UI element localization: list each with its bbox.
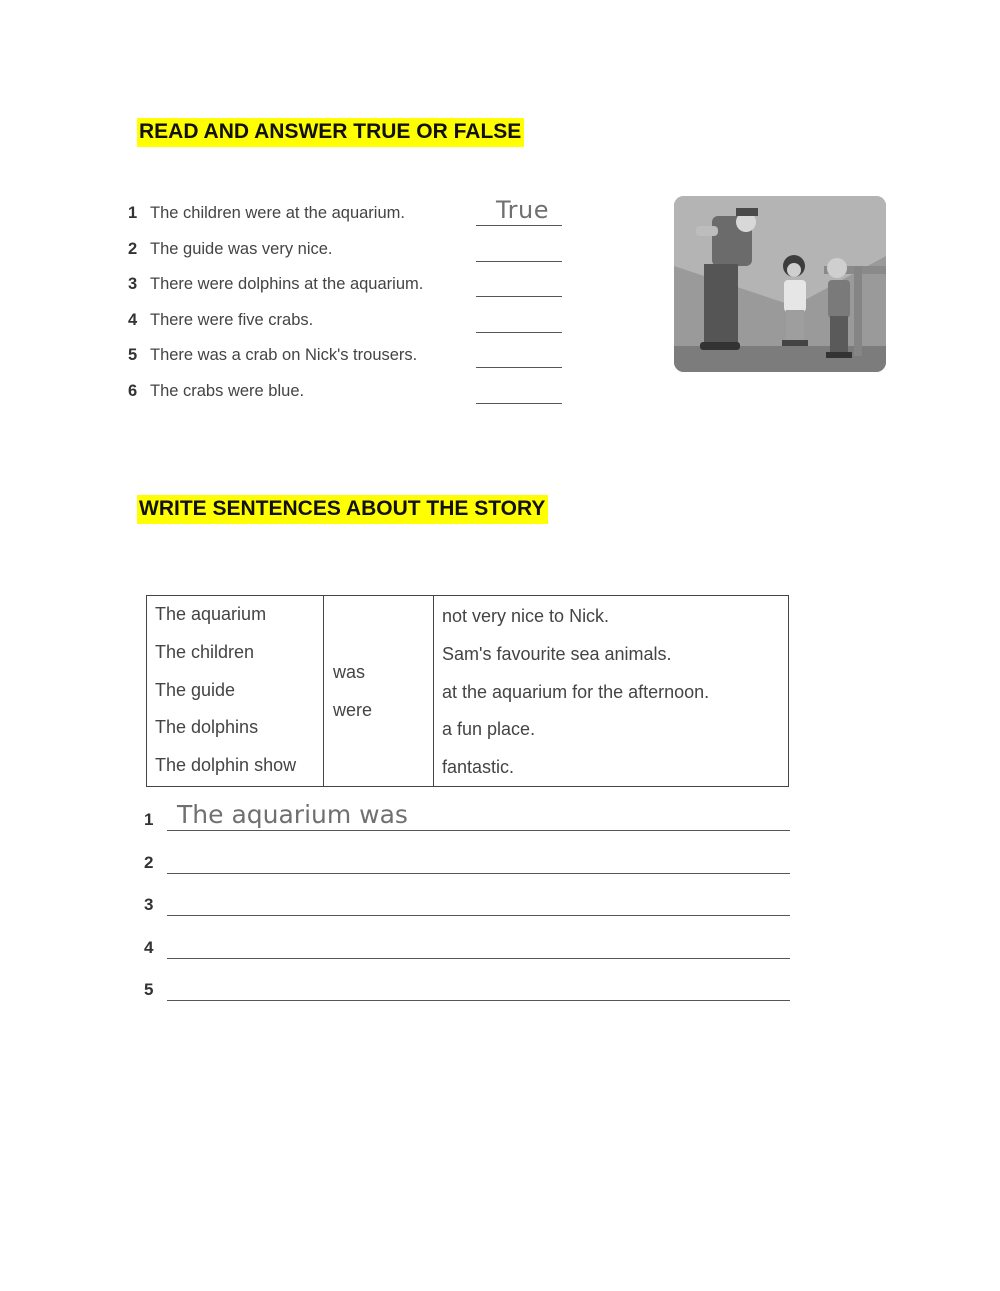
section2-heading: WRITE SENTENCES ABOUT THE STORY xyxy=(137,495,548,524)
writing-line[interactable] xyxy=(167,958,790,959)
line-number: 5 xyxy=(144,980,154,999)
tf-statement: The children were at the aquarium. xyxy=(150,204,405,222)
tf-number: 6 xyxy=(128,381,138,400)
tf-answer-line[interactable] xyxy=(476,367,562,368)
line-number: 1 xyxy=(144,810,154,829)
table-divider xyxy=(433,596,434,786)
true-false-list xyxy=(128,196,568,415)
tf-item xyxy=(128,196,568,238)
tf-answer[interactable]: True xyxy=(496,196,549,224)
sentence-line xyxy=(142,928,792,971)
tf-answer-line[interactable] xyxy=(476,403,562,404)
tf-item xyxy=(128,273,568,309)
verbs-column xyxy=(333,662,372,738)
tf-number: 4 xyxy=(128,310,138,329)
table-complement: at the aquarium for the afternoon. xyxy=(442,681,710,702)
tf-answer-line[interactable] xyxy=(476,332,562,333)
subjects-column xyxy=(155,604,296,793)
line-number: 2 xyxy=(144,852,154,872)
writing-line[interactable] xyxy=(167,873,790,874)
table-complement: not very nice to Nick. xyxy=(442,606,610,626)
table-subject: The dolphins xyxy=(155,717,259,738)
sentence-line xyxy=(142,885,792,928)
sentence-line xyxy=(142,800,792,843)
tf-number: 2 xyxy=(128,239,138,258)
tf-number: 5 xyxy=(128,346,138,364)
illustration-svg xyxy=(674,196,886,372)
table-divider xyxy=(323,596,324,786)
sentence-line xyxy=(142,843,792,886)
tf-number: 1 xyxy=(128,204,138,222)
table-complement: a fun place. xyxy=(442,719,536,740)
section1-heading: READ AND ANSWER TRUE OR FALSE xyxy=(137,118,524,147)
table-subject: The guide xyxy=(155,679,236,700)
line-number: 4 xyxy=(144,937,154,957)
complements-column xyxy=(442,606,709,795)
table-complement: Sam's favourite sea animals. xyxy=(442,643,672,664)
tf-statement: There were dolphins at the aquarium. xyxy=(150,275,424,293)
table-subject: The children xyxy=(155,641,255,662)
table-subject: The dolphin show xyxy=(155,755,297,776)
tf-item xyxy=(128,380,568,416)
tf-item xyxy=(128,309,568,345)
table-subject: The aquarium xyxy=(155,604,267,624)
tf-number: 3 xyxy=(128,275,138,293)
writing-line[interactable] xyxy=(167,830,790,831)
table-complement: fantastic. xyxy=(442,757,515,778)
sentence-line xyxy=(142,970,792,1013)
tf-answer-line[interactable] xyxy=(476,225,562,226)
substitution-table xyxy=(146,595,789,787)
writing-line[interactable] xyxy=(167,915,790,916)
tf-statement: The guide was very nice. xyxy=(150,239,333,258)
story-illustration xyxy=(674,196,886,372)
table-verb: was xyxy=(333,662,366,682)
tf-statement: There was a crab on Nick's trousers. xyxy=(150,346,418,364)
tf-answer-line[interactable] xyxy=(476,296,562,297)
tf-answer-line[interactable] xyxy=(476,261,562,262)
table-verb: were xyxy=(333,700,373,720)
tf-item xyxy=(128,344,568,380)
line-number: 3 xyxy=(144,895,154,914)
sentence-lines xyxy=(142,800,792,1013)
tf-statement: There were five crabs. xyxy=(150,310,314,329)
sentence-answer[interactable]: The aquarium was xyxy=(177,800,408,829)
tf-statement: The crabs were blue. xyxy=(150,381,305,400)
writing-line[interactable] xyxy=(167,1000,790,1001)
rail-post xyxy=(854,266,862,356)
tf-item xyxy=(128,238,568,274)
